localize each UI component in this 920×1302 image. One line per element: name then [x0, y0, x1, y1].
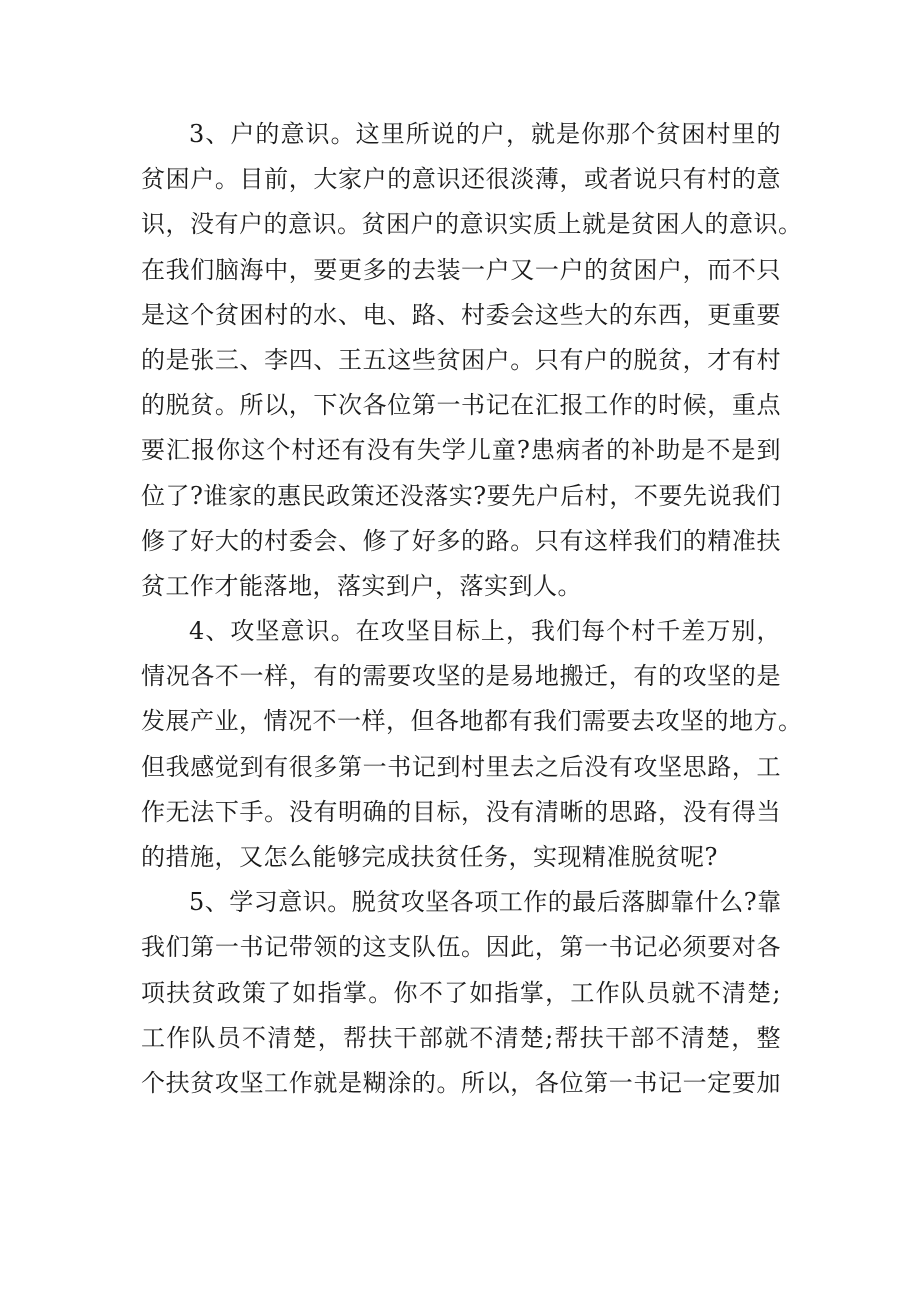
text-line: 贫工作才能落地，落实到户，落实到人。 — [141, 571, 582, 600]
text-line: 3、户的意识。这里所说的户，就是你那个贫困村里的 — [189, 120, 781, 148]
text-line: 是这个贫困村的水、电、路、村委会这些大的东西，更重要 — [141, 300, 781, 329]
text-line: 5、学习意识。脱贫攻坚各项工作的最后落脚靠什么?靠 — [189, 888, 782, 917]
document-body — [141, 112, 803, 1106]
text-line: 的脱贫。所以，下次各位第一书记在汇报工作的时候，重点 — [141, 391, 781, 420]
text-line: 作无法下手。没有明确的目标，没有清晰的思路，没有得当 — [141, 797, 781, 826]
text-line: 但我感觉到有很多第一书记到村里去之后没有攻坚思路，工 — [141, 752, 781, 781]
text-line: 位了?谁家的惠民政策还没落实?要先户后村，不要先说我们 — [141, 481, 781, 510]
text-line: 发展产业，情况不一样，但各地都有我们需要去攻坚的地方。 — [141, 707, 803, 736]
text-line: 情况各不一样，有的需要攻坚的是易地搬迁，有的攻坚的是 — [141, 662, 781, 691]
text-line: 识，没有户的意识。贫困户的意识实质上就是贫困人的意识。 — [141, 210, 803, 239]
paragraph-learning-awareness — [141, 880, 781, 1106]
text-line: 项扶贫政策了如指掌。你不了如指掌，工作队员就不清楚; — [141, 978, 781, 1007]
text-line: 在我们脑海中，要更多的去装一户又一户的贫困户，而不只 — [141, 255, 781, 284]
text-line: 我们第一书记带领的这支队伍。因此，第一书记必须要对各 — [141, 933, 781, 962]
text-line: 贫困户。目前，大家户的意识还很淡薄，或者说只有村的意 — [141, 165, 781, 194]
paragraph-tackling-awareness — [141, 609, 803, 880]
text-line: 工作队员不清楚，帮扶干部就不清楚;帮扶干部不清楚，整 — [141, 1023, 781, 1052]
text-line: 4、攻坚意识。在攻坚目标上，我们每个村千差万别， — [189, 617, 781, 646]
text-line: 个扶贫攻坚工作就是糊涂的。所以，各位第一书记一定要加 — [141, 1068, 781, 1097]
text-line: 要汇报你这个村还有没有失学儿童?患病者的补助是不是到 — [141, 436, 781, 465]
text-line: 修了好大的村委会、修了好多的路。只有这样我们的精准扶 — [141, 526, 781, 555]
text-line: 的是张三、李四、王五这些贫困户。只有户的脱贫，才有村 — [141, 345, 781, 374]
paragraph-household-awareness — [141, 112, 803, 609]
text-line: 的措施，又怎么能够完成扶贫任务，实现精准脱贫呢? — [141, 843, 718, 871]
